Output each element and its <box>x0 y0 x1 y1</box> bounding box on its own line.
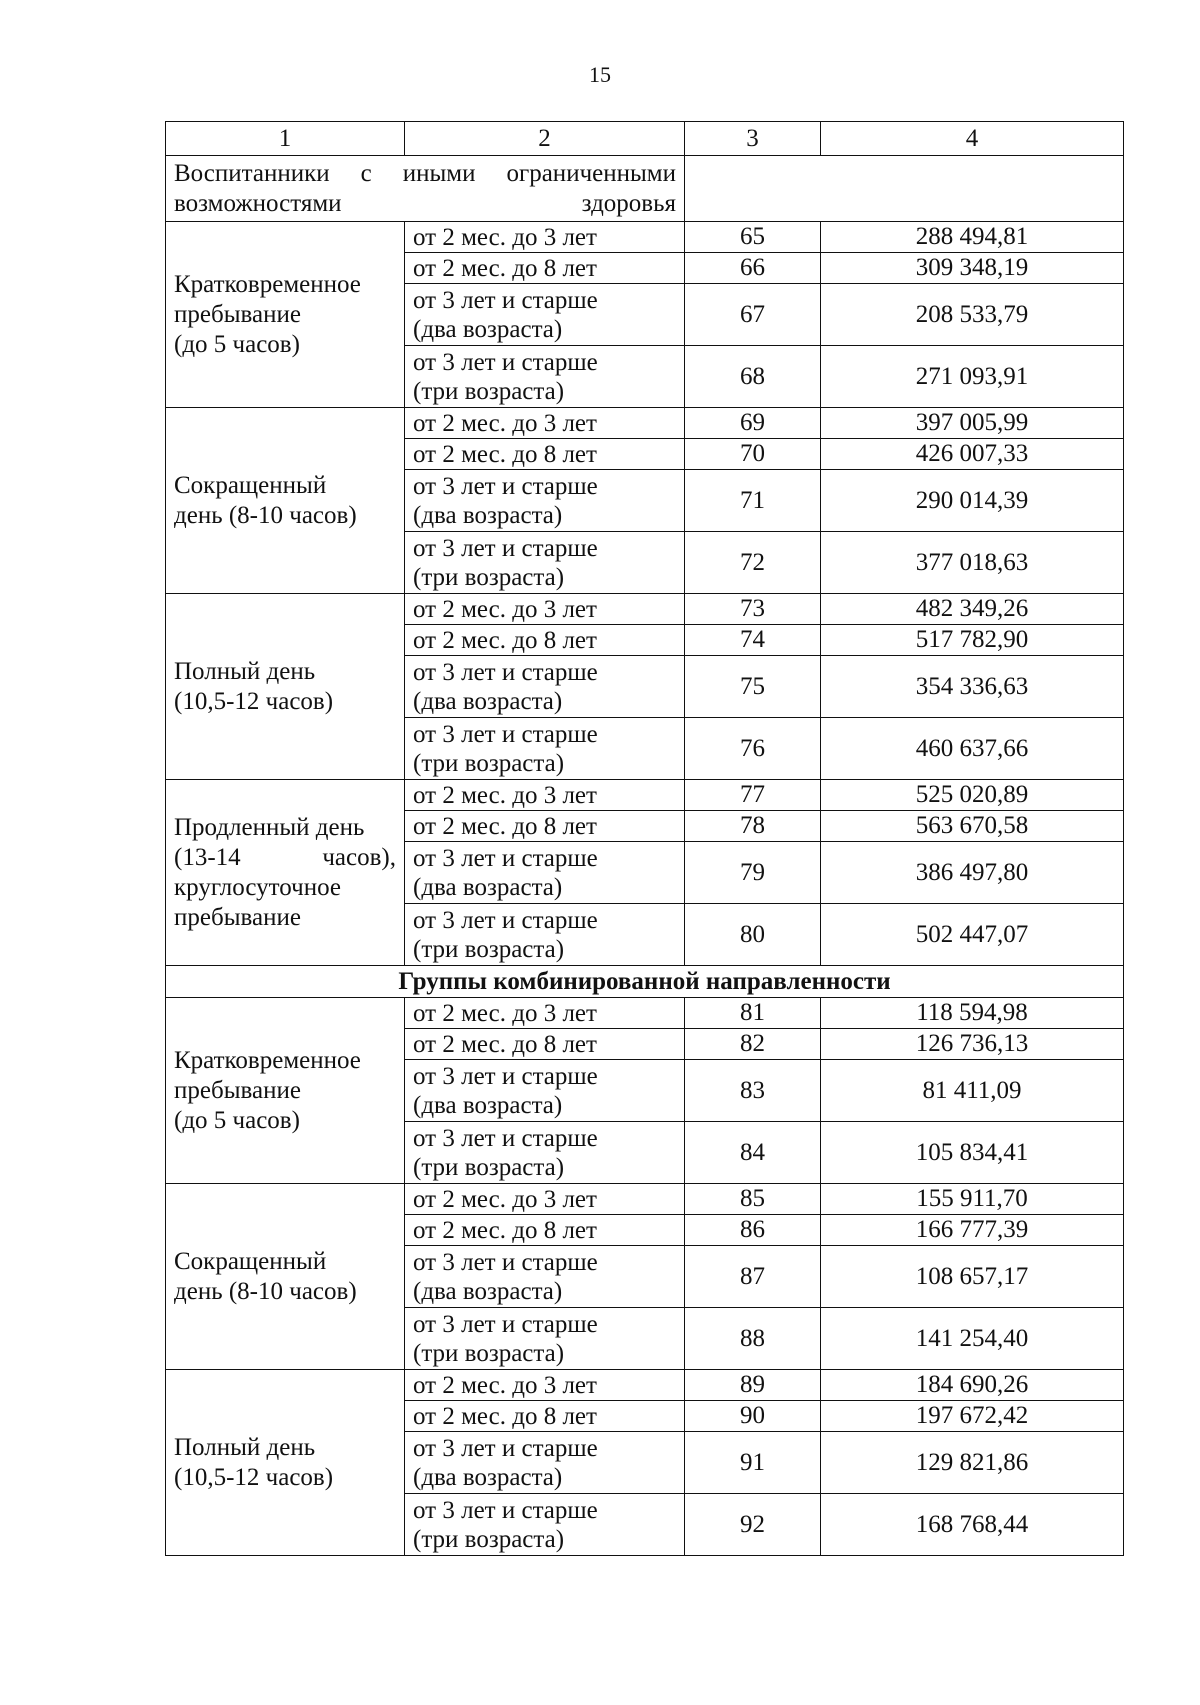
row-number: 67 <box>685 284 821 346</box>
empty-cell <box>685 156 1124 222</box>
row-number: 73 <box>685 594 821 625</box>
row-number: 65 <box>685 222 821 253</box>
age-cell: от 2 мес. до 8 лет <box>405 1029 685 1060</box>
row-number: 70 <box>685 439 821 470</box>
page-number: 15 <box>589 62 611 87</box>
age-cell: от 2 мес. до 3 лет <box>405 1370 685 1401</box>
row-number: 90 <box>685 1401 821 1432</box>
age-cell: от 2 мес. до 8 лет <box>405 625 685 656</box>
age-cell: от 2 мес. до 8 лет <box>405 1215 685 1246</box>
row-number: 79 <box>685 842 821 904</box>
row-number: 66 <box>685 253 821 284</box>
age-cell: от 3 лет и старше (два возраста) <box>405 842 685 904</box>
row-number: 92 <box>685 1494 821 1556</box>
table-row <box>166 222 1124 253</box>
cost-value: 426 007,33 <box>821 439 1124 470</box>
age-cell: от 3 лет и старше (два возраста) <box>405 1246 685 1308</box>
cost-value: 155 911,70 <box>821 1184 1124 1215</box>
age-cell: от 3 лет и старше (три возраста) <box>405 904 685 966</box>
row-number: 86 <box>685 1215 821 1246</box>
group-label: Кратковременное пребывание (до 5 часов) <box>166 998 405 1184</box>
row-number: 82 <box>685 1029 821 1060</box>
row-number: 87 <box>685 1246 821 1308</box>
cost-value: 397 005,99 <box>821 408 1124 439</box>
row-number: 68 <box>685 346 821 408</box>
cost-value: 460 637,66 <box>821 718 1124 780</box>
age-cell: от 2 мес. до 8 лет <box>405 1401 685 1432</box>
age-cell: от 3 лет и старше (два возраста) <box>405 1060 685 1122</box>
row-number: 89 <box>685 1370 821 1401</box>
cost-value: 184 690,26 <box>821 1370 1124 1401</box>
age-cell: от 2 мес. до 3 лет <box>405 998 685 1029</box>
cost-value: 129 821,86 <box>821 1432 1124 1494</box>
column-header: 4 <box>821 122 1124 156</box>
age-cell: от 3 лет и старше (три возраста) <box>405 1494 685 1556</box>
cost-value: 288 494,81 <box>821 222 1124 253</box>
cost-value: 141 254,40 <box>821 1308 1124 1370</box>
row-number: 78 <box>685 811 821 842</box>
column-header: 1 <box>166 122 405 156</box>
age-cell: от 2 мес. до 3 лет <box>405 222 685 253</box>
group-label: Кратковременное пребывание (до 5 часов) <box>166 222 405 408</box>
age-cell: от 2 мес. до 8 лет <box>405 439 685 470</box>
table-row <box>166 408 1124 439</box>
cost-value: 309 348,19 <box>821 253 1124 284</box>
cost-value: 354 336,63 <box>821 656 1124 718</box>
cost-value: 482 349,26 <box>821 594 1124 625</box>
table-row <box>166 594 1124 625</box>
age-cell: от 2 мес. до 8 лет <box>405 811 685 842</box>
cost-value: 81 411,09 <box>821 1060 1124 1122</box>
table-row <box>166 1184 1124 1215</box>
cost-value: 525 020,89 <box>821 780 1124 811</box>
cost-value: 517 782,90 <box>821 625 1124 656</box>
row-number: 80 <box>685 904 821 966</box>
row-number: 74 <box>685 625 821 656</box>
cost-value: 377 018,63 <box>821 532 1124 594</box>
age-cell: от 2 мес. до 3 лет <box>405 1184 685 1215</box>
age-cell: от 3 лет и старше (три возраста) <box>405 718 685 780</box>
row-number: 81 <box>685 998 821 1029</box>
group-label: Сокращенный день (8-10 часов) <box>166 1184 405 1370</box>
table-row <box>166 780 1124 811</box>
cost-value: 563 670,58 <box>821 811 1124 842</box>
row-number: 85 <box>685 1184 821 1215</box>
row-number: 83 <box>685 1060 821 1122</box>
row-number: 75 <box>685 656 821 718</box>
cost-value: 386 497,80 <box>821 842 1124 904</box>
row-number: 72 <box>685 532 821 594</box>
section-title-row <box>166 966 1124 998</box>
group-label: Продленный день (13-14 часов), круглосуточное пребывание <box>166 780 405 966</box>
row-number: 91 <box>685 1432 821 1494</box>
cost-value: 105 834,41 <box>821 1122 1124 1184</box>
cost-value: 118 594,98 <box>821 998 1124 1029</box>
column-header: 2 <box>405 122 685 156</box>
group-label: Полный день (10,5-12 часов) <box>166 594 405 780</box>
row-number: 76 <box>685 718 821 780</box>
row-number: 88 <box>685 1308 821 1370</box>
cost-value: 126 736,13 <box>821 1029 1124 1060</box>
column-number-row <box>166 122 1124 156</box>
row-number: 84 <box>685 1122 821 1184</box>
group-label: Сокращенный день (8-10 часов) <box>166 408 405 594</box>
age-cell: от 3 лет и старше (три возраста) <box>405 1122 685 1184</box>
age-cell: от 3 лет и старше (три возраста) <box>405 1308 685 1370</box>
tariff-table <box>165 121 1124 1556</box>
cost-value: 208 533,79 <box>821 284 1124 346</box>
row-number: 71 <box>685 470 821 532</box>
section-label: Воспитанники с иными ограниченными возможностями здоровья <box>166 156 685 222</box>
row-number: 69 <box>685 408 821 439</box>
age-cell: от 2 мес. до 3 лет <box>405 780 685 811</box>
table-row <box>166 998 1124 1029</box>
age-cell: от 3 лет и старше (два возраста) <box>405 1432 685 1494</box>
age-cell: от 3 лет и старше (два возраста) <box>405 470 685 532</box>
row-number: 77 <box>685 780 821 811</box>
age-cell: от 3 лет и старше (два возраста) <box>405 656 685 718</box>
section-row <box>166 156 1124 222</box>
age-cell: от 2 мес. до 3 лет <box>405 594 685 625</box>
cost-value: 108 657,17 <box>821 1246 1124 1308</box>
group-label: Полный день (10,5-12 часов) <box>166 1370 405 1556</box>
age-cell: от 3 лет и старше (два возраста) <box>405 284 685 346</box>
column-header: 3 <box>685 122 821 156</box>
cost-value: 271 093,91 <box>821 346 1124 408</box>
cost-value: 168 768,44 <box>821 1494 1124 1556</box>
section-title: Группы комбинированной направленности <box>166 966 1124 998</box>
age-cell: от 2 мес. до 8 лет <box>405 253 685 284</box>
age-cell: от 3 лет и старше (три возраста) <box>405 532 685 594</box>
age-cell: от 2 мес. до 3 лет <box>405 408 685 439</box>
cost-value: 166 777,39 <box>821 1215 1124 1246</box>
age-cell: от 3 лет и старше (три возраста) <box>405 346 685 408</box>
cost-value: 502 447,07 <box>821 904 1124 966</box>
cost-value: 290 014,39 <box>821 470 1124 532</box>
table-row <box>166 1370 1124 1401</box>
cost-value: 197 672,42 <box>821 1401 1124 1432</box>
